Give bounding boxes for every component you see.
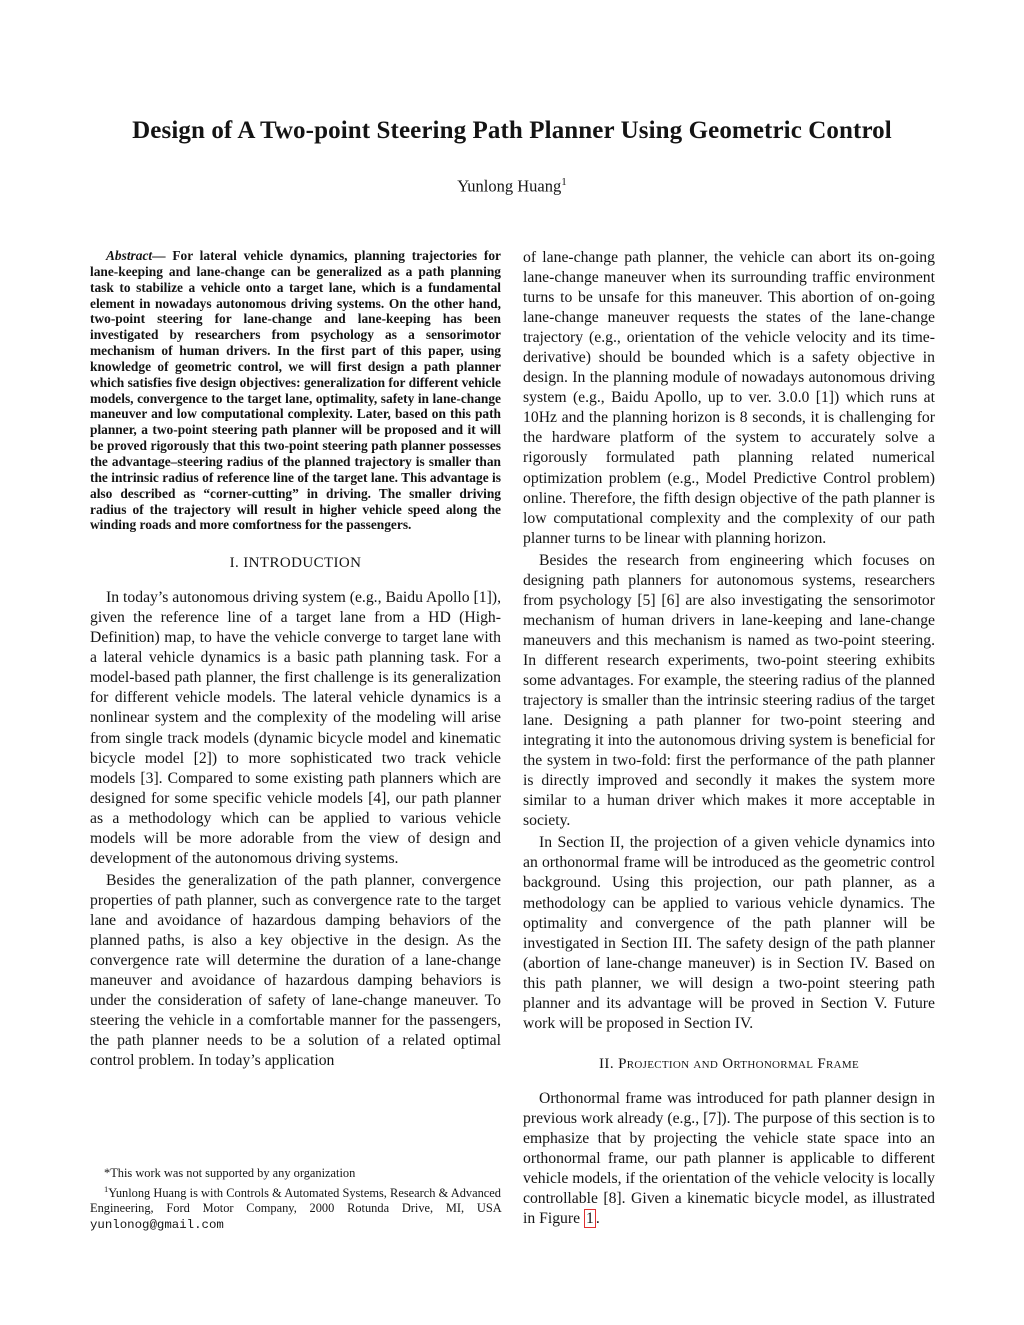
section2-title: Projection and Orthonormal Frame (618, 1055, 859, 1072)
footnotes (90, 1166, 501, 1233)
footnote-marker: 1 (104, 1183, 109, 1194)
abstract-text: For lateral vehicle dynamics, planning trajectories for lane-keeping and lane-change can be generalized as a path planning task to stabilize a vehicle onto a target lane, which is a fundamental element in nowadays autonomous driving systems. On the other hand, two-point steering for lane-change and lane-keeping has been investigated by researchers from psychology as a sensorimotor mechanism of human drivers. In the first part of this paper, using knowledge of geometric control, we will first design a path planner which satisfies five design objectives: generalization for different vehicle models, convergence to the target lane, optimality, safety in lane-change maneuver and low computational complexity. Later, based on this path planner, a two-point steering path planner will be proposed and it will be proved rigorously that this two-point steering path planner possesses the advantage–steering radius of the planned trajectory is smaller than the intrinsic radius of reference line of the target lane. This advantage is also described as “corner-cutting” in driving. The smaller driving radius of the trajectory will result in higher vehicle speed along the winding roads and more comfortness for the passengers. (90, 248, 501, 533)
author-affiliation-marker: 1 (561, 176, 567, 188)
section-heading-projection (523, 1056, 935, 1073)
section2-number: II. (599, 1055, 614, 1072)
footnote-funding: *This work was not supported by any organization (104, 1166, 356, 1180)
right-paragraph-3: In Section II, the projection of a given vehicle dynamics into an orthonormal frame will be introduced as the geometric control background. Using this projection, our path planner, as a methodology can be applied to various vehicle dynamics. The optimality and convergence of the path planner will be investigated in Section III. The safety design of the path planner (abortion of lane-change maneuver) is in Section IV. Based on this path planner, we will design a two-point steering path planner and its advantage will be proved in Section V. Future work will be proposed in Section IV. (523, 834, 935, 1032)
abstract-dash: — (152, 248, 166, 263)
section2-paragraph-end: . (595, 1210, 600, 1228)
author-line (0, 176, 1024, 197)
right-paragraph-1: of lane-change path planner, the vehicle can abort its on-going lane-change maneuver when its surrounding traffic environment turns to be unsafe for this maneuver. This abortion of on-going lane-change maneuver requests the states of the lane-change trajectory (e.g., orientation of the vehicle velocity and its time-derivative) should be bounded which is a safety objective in design. In the planning module of nowadays autonomous driving system (e.g., Baidu Apollo, up to ver. 3.0.0 [1]) which runs at 10Hz and the planning horizon is 8 seconds, it is challenging for the hardware platform of the system to accurately solve a rigorously formulated path planning related numerical optimization problem (e.g., Model Predictive Control problem) online. Therefore, the fifth design objective of the path planner is low computational complexity and the complexity of our path planner turns to be linear with planning horizon. (523, 249, 935, 547)
author-email[interactable]: yunlonog@gmail.com (90, 1217, 224, 1232)
intro-paragraph-1: In today’s autonomous driving system (e.g., Baidu Apollo [1]), given the reference line of a target lane from a HD (High-Definition) map, to have the vehicle converge to target lane with a lateral vehicle dynamics is a basic path planning task. For a model-based path planner, the first challenge is its generalization for different vehicle models. The lateral vehicle dynamics is a nonlinear system and the complexity of the modeling will arise from single track models (dynamic bicycle model and kinematic bicycle model [2]) to more sophisticated two track vehicle models [3]. Compared to some existing path planners which are designed for some specific vehicle models [4], our path planner as a methodology which can be applied to various vehicle models will be more adorable from the view of design and development of the autonomous driving systems. (90, 589, 501, 867)
author-name: Yunlong Huang (457, 176, 562, 196)
right-column (523, 248, 935, 1229)
section-heading-introduction: I. INTRODUCTION (229, 555, 362, 572)
left-column (90, 248, 501, 1071)
section2-paragraph (523, 1089, 935, 1229)
abstract-label: Abstract (106, 248, 153, 263)
footnote-affiliation-text: Yunlong Huang is with Controls & Automated Systems, Research & Advanced Engineering, Ford Motor Company, 2000 Rotunda Drive, MI, USA (90, 1185, 501, 1216)
paper-title: Design of A Two-point Steering Path Planner Using Geometric Control (132, 117, 892, 144)
section2-paragraph-text: Orthonormal frame was introduced for path planner design in previous work already (e.g., [7]). The purpose of this section is to emphasize that by projecting the vehicle state space into an orthonormal frame, our path planner is applicable to different vehicle models, if the orientation of the vehicle velocity is locally controllable [8]. Given a kinematic bicycle model, as illustrated in Figure (523, 1089, 935, 1228)
figure-1-link[interactable]: 1 (586, 1210, 594, 1228)
abstract (90, 248, 501, 533)
intro-paragraph-2: Besides the generalization of the path planner, convergence properties of path planner, such as convergence rate to the target lane and avoidance of hazardous damping behaviors of the planned paths, is also a key objective in the design. As the convergence rate will determine the duration of a lane-change maneuver and avoidance of hazardous damping behaviors is under the consideration of safety of lane-change maneuver. To steering the vehicle in a comfortable manner for the passengers, the path planner needs to be a solution of a related optimal control problem. In today’s application (90, 871, 501, 1070)
right-paragraph-2: Besides the research from engineering which focuses on designing path planners for autonomous systems, researchers from psychology [5] [6] are also investigating the sensorimotor mechanism of human drivers in lane-keeping and lane-change maneuvers and this mechanism is named as two-point steering. In different research experiments, two-point steering exhibits some advantages. For example, the steering radius of the planned trajectory is smaller than the intrinsic steering radius of the target lane. Designing a path planner for two-point steering and integrating it into the autonomous driving system is beneficial for the system in two-fold: first the performance of the path planner is directly improved and secondly it makes the system more similar to a human driver which makes it more acceptable in society. (523, 551, 935, 830)
footnote-affiliation (90, 1182, 501, 1234)
